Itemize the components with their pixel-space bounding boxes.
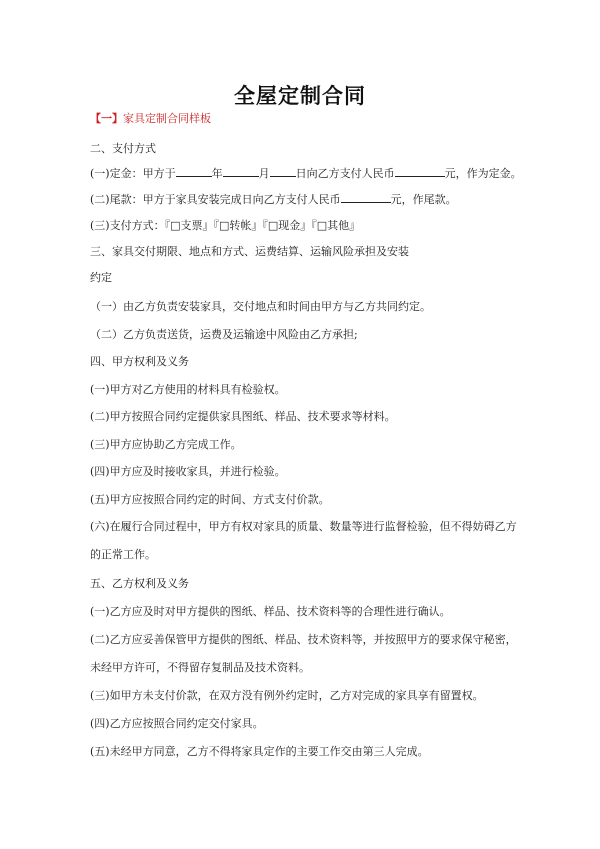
partyA-clause-6b: 的正常工作。: [90, 548, 156, 561]
deposit-text-2: 年: [211, 167, 223, 180]
partyA-clause-6a: (六)在履行合同过程中，甲方有权对家具的质量、数量等进行监督检验，但不得妨碍乙方: [90, 520, 517, 533]
balance-clause: [90, 191, 457, 207]
partyB-clause-3: (三)如甲方未支付价款，在双方没有例外约定时，乙方对完成的家具享有留置权。: [90, 689, 484, 702]
delivery-clause-2: （二）乙方负责送货，运费及运输途中风险由乙方承担;: [90, 328, 358, 341]
template-subtitle: [90, 110, 211, 126]
partyB-clause-1: (一)乙方应及时对甲方提供的图纸、样品、技术资料等的合理性进行确认。: [90, 605, 451, 618]
partyB-clause-5: (五)未经甲方同意，乙方不得将家具定作的主要工作交由第三人完成。: [90, 745, 429, 758]
balance-amount-blank[interactable]: [341, 192, 391, 203]
partyB-clause-2a: (二)乙方应妥善保管甲方提供的图纸、样品、技术资料等，并按照甲方的要求保守秘密，: [90, 633, 517, 646]
partyA-heading: 四、甲方权利及义务: [90, 355, 189, 368]
deposit-amount-blank[interactable]: [395, 166, 445, 177]
subtitle-text: 家具定制合同样板: [123, 112, 211, 125]
page-title: 全屋定制合同: [234, 83, 366, 108]
partyA-clause-2: (二)甲方按照合同约定提供家具图纸、样品、技术要求等材料。: [90, 410, 396, 423]
payment-method-clause: (三)支付方式：『□支票』『□转帐』『□现金』『□其他』: [90, 219, 361, 232]
deposit-text-4: 日向乙方支付人民币: [295, 167, 395, 180]
delivery-heading-cont: 约定: [90, 271, 112, 284]
subtitle-bracket: 【一】: [90, 112, 123, 125]
deposit-clause: [90, 165, 522, 181]
partyB-clause-2b: 未经甲方许可，不得留存复制品及技术资料。: [90, 661, 310, 674]
delivery-clause-1: （一）由乙方负责安装家具，交付地点和时间由甲方与乙方共同约定。: [90, 300, 431, 313]
balance-text-1: (二)尾款：甲方于家具安装完成日向乙方支付人民币: [90, 193, 341, 206]
deposit-text-5: 元，作为定金。: [444, 167, 522, 180]
partyA-clause-5: (五)甲方应按照合同约定的时间、方式支付价款。: [90, 493, 330, 506]
delivery-heading: 三、家具交付期限、地点和方式、运费结算、运输风险承担及安装: [90, 245, 409, 258]
deposit-text-3: 月: [258, 167, 270, 180]
partyA-clause-1: (一)甲方对乙方使用的材料具有检验权。: [90, 383, 286, 396]
partyB-clause-4: (四)乙方应按照合同约定交付家具。: [90, 717, 264, 730]
balance-text-2: 元，作尾款。: [390, 193, 457, 206]
deposit-text-1: (一)定金：甲方于: [90, 167, 176, 180]
year-blank[interactable]: [176, 166, 212, 177]
payment-heading: 二、支付方式: [90, 142, 156, 155]
day-blank[interactable]: [270, 166, 296, 177]
partyA-clause-3: (三)甲方应协助乙方完成工作。: [90, 438, 242, 451]
month-blank[interactable]: [223, 166, 259, 177]
partyB-heading: 五、乙方权利及义务: [90, 577, 189, 590]
partyA-clause-4: (四)甲方应及时接收家具，并进行检验。: [90, 465, 286, 478]
